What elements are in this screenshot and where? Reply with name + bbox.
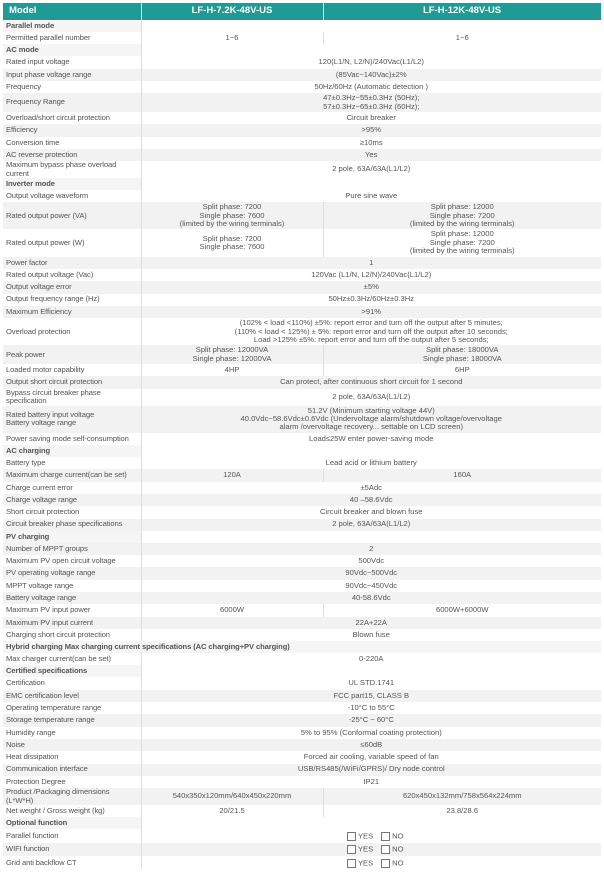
spec-row: [3, 690, 601, 702]
option-label: NO: [392, 858, 404, 867]
spec-label: Grid anti backflow CT: [3, 856, 141, 870]
spec-value: ±5Adc: [141, 482, 601, 494]
spec-label: Heat dissipation: [3, 751, 141, 763]
checkbox-no[interactable]: [381, 859, 390, 868]
spec-row: [3, 555, 601, 567]
spec-row: [3, 702, 601, 714]
spec-value-model-2: 160A: [323, 469, 601, 481]
checkbox-yes[interactable]: [347, 845, 356, 854]
spec-label: Charging short circuit protection: [3, 629, 141, 641]
spec-label: Charge voltage range: [3, 494, 141, 506]
spec-row: [3, 843, 601, 857]
section-title: AC mode: [3, 44, 141, 56]
option-label: YES: [357, 831, 374, 840]
spec-row: [3, 364, 601, 376]
section-blank: [141, 20, 601, 32]
spec-row: [3, 727, 601, 739]
spec-value: 50Hz/60Hz (Automatic detection ): [141, 81, 601, 93]
spec-row: [3, 433, 601, 445]
spec-label: Efficiency: [3, 124, 141, 136]
spec-label: Power saving mode self-consumption: [3, 433, 141, 445]
spec-row: [3, 306, 601, 318]
spec-row: [3, 81, 601, 93]
spec-label: Storage temperature range: [3, 714, 141, 726]
section-title: Inverter mode: [3, 178, 141, 190]
spec-value-model-2: 1~6: [323, 32, 601, 44]
spec-label: Frequency: [3, 81, 141, 93]
spec-value: Pure sine wave: [141, 190, 601, 202]
section-row: [3, 445, 601, 457]
spec-value-model-1: Split phase: 7200 Single phase: 7600: [141, 229, 323, 256]
spec-label: Maximum PV input power: [3, 604, 141, 616]
spec-row: [3, 739, 601, 751]
spec-value: >91%: [141, 306, 601, 318]
header-model: Model: [3, 3, 141, 20]
spec-value: (102% < load <110%) ±5%: report error and turn off the output after 5 minutes; (110% < load < 125%) ± 5%: report error and turn off the output after 10 seconds; Load >125% ±5%: report error and turn off the output after 5 seconds;: [141, 318, 601, 345]
spec-label: Maximum bypass phase overload current: [3, 161, 141, 178]
spec-value-model-1: 20/21.5: [141, 805, 323, 817]
spec-row: [3, 202, 601, 229]
spec-label: Loaded motor capability: [3, 364, 141, 376]
spec-label: Humidity range: [3, 727, 141, 739]
spec-value: 90Vdc~450Vdc: [141, 580, 601, 592]
spec-row: [3, 56, 601, 68]
spec-row: [3, 32, 601, 44]
section-title: PV charging: [3, 531, 141, 543]
spec-row: [3, 269, 601, 281]
spec-label: Maximum charge current(can be set): [3, 469, 141, 481]
checkbox-yes[interactable]: [347, 859, 356, 868]
spec-value-model-1: 120A: [141, 469, 323, 481]
spec-value: 1: [141, 257, 601, 269]
spec-value: 47±0.3Hz~55±0.3Hz (50Hz); 57±0.3Hz~65±0.3Hz (60Hz);: [141, 93, 601, 112]
spec-value: 2: [141, 543, 601, 555]
option-label: NO: [392, 844, 404, 854]
spec-label: Rated output power (VA): [3, 202, 141, 229]
spec-label: Protection Degree: [3, 776, 141, 788]
spec-value-model-1: 4HP: [141, 364, 323, 376]
header-model-1: LF-H-7.2K-48V-US: [141, 3, 323, 20]
spec-row: [3, 294, 601, 306]
spec-value: 120Vac (L1/N, L2/N)/240Vac(L1/L2): [141, 269, 601, 281]
spec-value: Yes: [141, 149, 601, 161]
spec-value: 51.2V (Minimum starting voltage 44V) 40.0Vdc~58.6Vdc±0.6Vdc (Undervoltage alarm/shutdown voltage/overvoltage alarm /overvoltage recovery... settable on LCD screen): [141, 406, 601, 433]
spec-row: [3, 345, 601, 364]
spec-value-model-2: 6HP: [323, 364, 601, 376]
spec-row: [3, 149, 601, 161]
spec-value: 40 –58.6Vdc: [141, 494, 601, 506]
spec-label: Net weight / Gross weight (kg): [3, 805, 141, 817]
checkbox-no[interactable]: [381, 832, 390, 841]
spec-label: Permitted parallel number: [3, 32, 141, 44]
spec-value: Load≤25W enter power-saving mode: [141, 433, 601, 445]
spec-value-model-1: 6000W: [141, 604, 323, 616]
section-blank: [141, 665, 601, 677]
spec-row: [3, 677, 601, 689]
spec-value: 0-220A: [141, 653, 601, 665]
spec-label: Maximum Efficiency: [3, 306, 141, 318]
spec-label: WIFI function: [3, 843, 141, 857]
spec-value-model-2: 6000W+6000W: [323, 604, 601, 616]
spec-label: Output frequency range (Hz): [3, 294, 141, 306]
spec-row: [3, 519, 601, 531]
spec-value-model-2: Split phase: 12000 Single phase: 7200 (limited by the wiring terminals): [323, 202, 601, 229]
spec-value: -10°C to 55°C: [141, 702, 601, 714]
option-label: NO: [392, 831, 404, 840]
spec-value: Circuit breaker: [141, 112, 601, 124]
section-row: [3, 641, 601, 653]
option-label: YES: [357, 844, 374, 854]
spec-label: Maximum PV input current: [3, 617, 141, 629]
spec-row: [3, 257, 601, 269]
spec-row: [3, 457, 601, 469]
spec-row: [3, 69, 601, 81]
spec-label: PV operating voltage range: [3, 567, 141, 579]
spec-row: [3, 629, 601, 641]
spec-label: Bypass circuit breaker phase specification: [3, 389, 141, 406]
spec-row: [3, 543, 601, 555]
section-blank: [141, 445, 601, 457]
spec-label: Rated output power (W): [3, 229, 141, 256]
spec-value: 120(L1/N, L2/N)/240Vac(L1/L2): [141, 56, 601, 68]
header-model-2: LF-H-12K-48V-US: [323, 3, 601, 20]
spec-row: [3, 229, 601, 256]
spec-value: 500Vdc: [141, 555, 601, 567]
spec-row: [3, 617, 601, 629]
spec-row: [3, 653, 601, 665]
spec-value: 2 pole, 63A/63A(L1/L2): [141, 389, 601, 406]
spec-row: [3, 714, 601, 726]
spec-value: -25°C ~ 60°C: [141, 714, 601, 726]
spec-label: Rated battery input voltage Battery voltage range: [3, 406, 141, 433]
spec-value-model-2: Split phase: 18000VA Single phase: 18000VA: [323, 345, 601, 364]
spec-label: EMC certification level: [3, 690, 141, 702]
spec-label: Rated input voltage: [3, 56, 141, 68]
section-blank: [141, 44, 601, 56]
spec-label: Output voltage error: [3, 281, 141, 293]
spec-label: Conversion time: [3, 137, 141, 149]
spec-value: USB/RS485(/WiFi/GPRS)/ Dry node control: [141, 764, 601, 776]
spec-row: [3, 592, 601, 604]
spec-row: [3, 93, 601, 112]
spec-row: [3, 856, 601, 870]
spec-row: [3, 751, 601, 763]
spec-label: Operating temperature range: [3, 702, 141, 714]
spec-row: [3, 580, 601, 592]
spec-label: Certification: [3, 677, 141, 689]
spec-value: 5% to 95% (Conformal coating protection): [141, 727, 601, 739]
spec-label: Number of MPPT groups: [3, 543, 141, 555]
spec-row: [3, 281, 601, 293]
spec-value: 40-58.6Vdc: [141, 592, 601, 604]
spec-value: 90Vdc~500Vdc: [141, 567, 601, 579]
spec-label: AC reverse protection: [3, 149, 141, 161]
spec-row: [3, 494, 601, 506]
section-row: [3, 20, 601, 32]
header-row: [3, 3, 601, 20]
spec-value: Forced air cooling, variable speed of fan: [141, 751, 601, 763]
spec-value: ±5%: [141, 281, 601, 293]
section-row: [3, 44, 601, 56]
spec-row: [3, 318, 601, 345]
spec-label: Power factor: [3, 257, 141, 269]
spec-value-model-2: Split phase: 12000 Single phase: 7200 (limited by the wiring terminals): [323, 229, 601, 256]
section-title: Hybrid charging Max charging current specifications (AC charging+PV charging): [3, 641, 601, 653]
spec-label: Communication interface: [3, 764, 141, 776]
spec-row: [3, 805, 601, 817]
spec-label: Max charger current(can be set): [3, 653, 141, 665]
spec-value: ≥10ms: [141, 137, 601, 149]
section-blank: [141, 817, 601, 829]
spec-label: Battery type: [3, 457, 141, 469]
spec-label: Charge current error: [3, 482, 141, 494]
option-group: [141, 829, 601, 843]
spec-label: Battery voltage range: [3, 592, 141, 604]
spec-label: Parallel function: [3, 829, 141, 843]
spec-label: Output voltage waveform: [3, 190, 141, 202]
spec-label: Noise: [3, 739, 141, 751]
spec-row: [3, 124, 601, 136]
spec-value: 50Hz±0.3Hz/60Hz±0.3Hz: [141, 294, 601, 306]
section-title: AC charging: [3, 445, 141, 457]
spec-row: [3, 788, 601, 805]
checkbox-yes[interactable]: [347, 832, 356, 841]
spec-row: [3, 567, 601, 579]
spec-value: FCC part15, CLASS B: [141, 690, 601, 702]
spec-value: 2 pole, 63A/63A(L1/L2): [141, 161, 601, 178]
spec-label: Input phase voltage range: [3, 69, 141, 81]
spec-row: [3, 137, 601, 149]
spec-value-model-1: Split phase: 12000VA Single phase: 12000VA: [141, 345, 323, 364]
spec-label: Circuit breaker phase specifications: [3, 519, 141, 531]
spec-value: (85Vac~140Vac)±2%: [141, 69, 601, 81]
section-title: Parallel mode: [3, 20, 141, 32]
spec-label: Frequency Range: [3, 93, 141, 112]
option-group: [141, 856, 601, 870]
spec-label: Maximum PV open circuit voltage: [3, 555, 141, 567]
spec-value: 2 pole, 63A/63A(L1/L2): [141, 519, 601, 531]
section-title: Certified specifications: [3, 665, 141, 677]
spec-value-model-1: 1~6: [141, 32, 323, 44]
spec-value: 22A+22A: [141, 617, 601, 629]
spec-row: [3, 482, 601, 494]
spec-value: Circuit breaker and blown fuse: [141, 506, 601, 518]
spec-value-model-2: 620x450x132mm/758x564x224mm: [323, 788, 601, 805]
spec-value: IP21: [141, 776, 601, 788]
spec-row: [3, 161, 601, 178]
spec-label: Output short circuit protection: [3, 376, 141, 388]
spec-value: UL STD.1741: [141, 677, 601, 689]
section-row: [3, 178, 601, 190]
spec-row: [3, 776, 601, 788]
spec-value: ≤60dB: [141, 739, 601, 751]
spec-value: >95%: [141, 124, 601, 136]
spec-label: Overload protection: [3, 318, 141, 345]
spec-value: Lead acid or lithium battery: [141, 457, 601, 469]
section-row: [3, 665, 601, 677]
spec-row: [3, 506, 601, 518]
option-group: [141, 843, 601, 857]
spec-label: Peak power: [3, 345, 141, 364]
spec-table: [3, 3, 602, 870]
spec-row: [3, 376, 601, 388]
spec-value-model-1: 540x350x120mm/640x450x220mm: [141, 788, 323, 805]
spec-label: MPPT voltage range: [3, 580, 141, 592]
section-blank: [141, 531, 601, 543]
section-blank: [141, 178, 601, 190]
spec-row: [3, 406, 601, 433]
spec-label: Overload/short circuit protection: [3, 112, 141, 124]
spec-label: Short circuit protection: [3, 506, 141, 518]
spec-row: [3, 604, 601, 616]
section-row: [3, 531, 601, 543]
spec-row: [3, 764, 601, 776]
spec-value-model-2: 23.8/28.6: [323, 805, 601, 817]
section-title: Optional function: [3, 817, 141, 829]
spec-row: [3, 112, 601, 124]
spec-row: [3, 469, 601, 481]
spec-row: [3, 190, 601, 202]
section-row: [3, 817, 601, 829]
spec-value: Can protect, after continuous short circuit for 1 second: [141, 376, 601, 388]
checkbox-no[interactable]: [381, 845, 390, 854]
spec-value: Blown fuse: [141, 629, 601, 641]
spec-label: Rated output voltage (Vac): [3, 269, 141, 281]
spec-row: [3, 389, 601, 406]
spec-label: Product /Packaging dimensions (L*W*H): [3, 788, 141, 805]
spec-value-model-1: Split phase: 7200 Single phase: 7600 (limited by the wiring terminals): [141, 202, 323, 229]
option-label: YES: [357, 858, 374, 867]
spec-row: [3, 829, 601, 843]
